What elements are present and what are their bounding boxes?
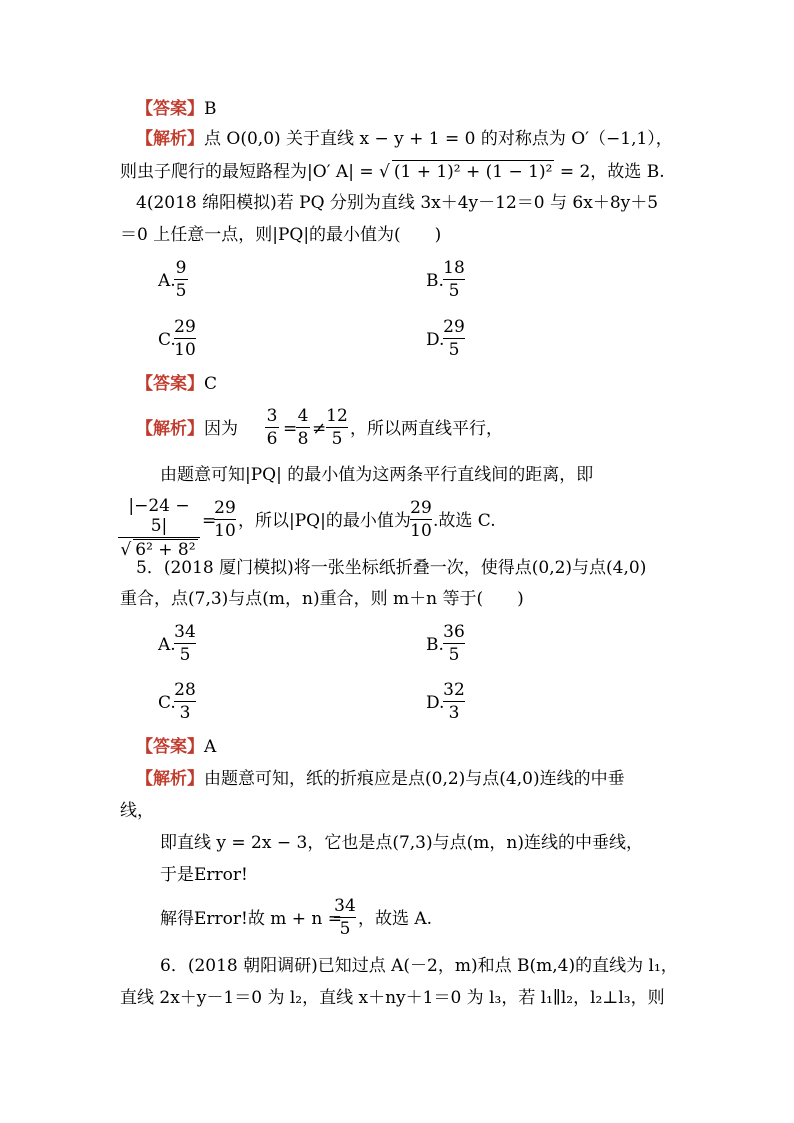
fraction-3-6 bbox=[265, 406, 279, 449]
distance-fraction bbox=[118, 496, 200, 560]
q6-stem-line2: 直线 2x＋y－1＝0 为 l₂，直线 x＋ny＋1＝0 为 l₃，若 l₁∥l₂，l₂⊥l₃，则 bbox=[120, 988, 665, 1008]
numerator: 36 bbox=[443, 622, 465, 642]
q4-stem-line1: 4(2018 绵阳模拟)若 PQ 分别为直线 3x＋4y－12＝0 与 6x＋8y＋5 bbox=[136, 193, 659, 213]
analysis-text: 则虫子爬行的最短路程为|O′ A| = bbox=[120, 162, 374, 182]
analysis-text: 点 O(0,0) 关于直线 x − y + 1 = 0 的对称点为 O′（−1,1）， bbox=[204, 129, 673, 149]
q5-option-b-letter: B. bbox=[426, 635, 444, 655]
answer-tag: 【答案】 bbox=[136, 374, 204, 394]
q4-option-b-letter: B. bbox=[426, 271, 444, 291]
fraction-final-29-10 bbox=[410, 498, 432, 541]
q5-analysis-line5-post: ，故选 A. bbox=[358, 909, 433, 929]
q6-stem-line1: 6．(2018 朝阳调研)已知过点 A(－2，m)和点 B(m,4)的直线为 l₁， bbox=[160, 956, 678, 976]
answer-value: C bbox=[204, 374, 218, 394]
sqrt-content: (1 + 1)² + (1 − 1)² bbox=[393, 162, 553, 182]
denominator: 5 bbox=[331, 429, 343, 449]
q4-option-a-letter: A. bbox=[158, 271, 176, 291]
answer-value: B bbox=[204, 99, 217, 119]
numerator: 29 bbox=[443, 317, 465, 337]
q5-analysis-line4: 于是Error! bbox=[160, 865, 248, 885]
q4-option-d-fraction bbox=[443, 317, 465, 360]
numerator: 29 bbox=[410, 498, 432, 518]
denominator: 10 bbox=[410, 521, 432, 541]
q4-option-d-letter: D. bbox=[426, 330, 445, 350]
q5-option-a-letter: A. bbox=[158, 635, 176, 655]
fraction-29-10 bbox=[214, 498, 236, 541]
denominator: 5 bbox=[339, 919, 351, 939]
q5-option-d-fraction bbox=[443, 680, 465, 723]
q5-answer-line bbox=[136, 736, 216, 758]
sqrt-sign: √ bbox=[379, 162, 390, 182]
q5-analysis-line2: 线， bbox=[120, 801, 154, 821]
q5-stem-line1: 5．(2018 厦门模拟)将一张坐标纸折叠一次，使得点(0,2)与点(4,0) bbox=[136, 558, 647, 578]
q5-analysis-line5: 解得Error!故 m + n = bbox=[160, 909, 343, 929]
denominator: 5 bbox=[448, 281, 460, 301]
final-post: .故选 C. bbox=[433, 511, 496, 531]
numerator: |−24 − 5| bbox=[128, 496, 190, 536]
analysis-tag: 【解析】 bbox=[136, 769, 204, 789]
numerator: 4 bbox=[297, 406, 309, 426]
numerator: 29 bbox=[214, 498, 236, 518]
q4-analysis-post: ，所以两直线平行， bbox=[350, 419, 503, 439]
q4-option-c-fraction bbox=[174, 317, 196, 360]
q5-option-b-fraction bbox=[443, 622, 465, 665]
numerator: 34 bbox=[334, 896, 356, 916]
numerator: 12 bbox=[326, 406, 348, 426]
numerator: 3 bbox=[266, 406, 278, 426]
denominator: 10 bbox=[174, 340, 196, 360]
numerator: 29 bbox=[174, 317, 196, 337]
answer-value: A bbox=[204, 737, 217, 757]
q4-stem-line2: ＝0 上任意一点，则|PQ|的最小值为( ) bbox=[120, 225, 442, 245]
fraction-34-5 bbox=[334, 896, 356, 939]
sqrt-content: 6² + 8² bbox=[135, 540, 196, 560]
q4-option-b-fraction bbox=[443, 258, 465, 301]
analysis-text: = 2，故选 B. bbox=[559, 162, 665, 182]
answer-tag: 【答案】 bbox=[136, 99, 204, 119]
q3-analysis-line2 bbox=[120, 160, 665, 183]
q5-option-d-letter: D. bbox=[426, 693, 445, 713]
q4-option-c-letter: C. bbox=[158, 330, 176, 350]
denominator: 5 bbox=[448, 645, 460, 665]
numerator: 18 bbox=[443, 258, 465, 278]
q3-answer-line bbox=[136, 98, 217, 120]
fraction-12-5 bbox=[326, 406, 348, 449]
numerator: 32 bbox=[443, 680, 465, 700]
denominator: 5 bbox=[448, 340, 460, 360]
q3-analysis-line1 bbox=[136, 128, 673, 150]
denominator: 10 bbox=[214, 521, 236, 541]
q5-option-a-fraction bbox=[174, 622, 196, 665]
not-equal-sign: ≠ bbox=[312, 419, 327, 439]
q4-explain-line: 由题意可知|PQ| 的最小值为这两条平行直线间的距离，即 bbox=[160, 465, 594, 485]
numerator: 28 bbox=[174, 680, 196, 700]
numerator: 9 bbox=[175, 258, 187, 278]
q5-analysis-line3: 即直线 y = 2x − 3，它也是点(7,3)与点(m，n)连线的中垂线， bbox=[160, 833, 643, 853]
q5-option-c-fraction bbox=[174, 680, 196, 723]
answer-tag: 【答案】 bbox=[136, 737, 204, 757]
denominator: 3 bbox=[448, 703, 460, 723]
q5-option-c-letter: C. bbox=[158, 693, 176, 713]
equals-sign: = bbox=[283, 419, 298, 439]
analysis-tag: 【解析】 bbox=[136, 419, 204, 439]
q4-answer-line bbox=[136, 373, 217, 395]
denominator: 8 bbox=[297, 429, 309, 449]
denominator: 3 bbox=[179, 703, 191, 723]
q5-analysis-line1 bbox=[136, 768, 625, 790]
analysis-text: 因为 bbox=[204, 419, 238, 439]
analysis-tag: 【解析】 bbox=[136, 129, 204, 149]
q4-option-a-fraction bbox=[174, 258, 188, 301]
analysis-text: 由题意可知，纸的折痕应是点(0,2)与点(4,0)连线的中垂 bbox=[204, 769, 625, 789]
fraction-4-8 bbox=[296, 406, 310, 449]
q4-analysis-tag bbox=[136, 418, 238, 440]
dist-post: ，所以|PQ|的最小值为 bbox=[238, 511, 411, 531]
denominator: 5 bbox=[175, 281, 187, 301]
denominator: √ 6² + 8² bbox=[120, 540, 196, 560]
numerator: 34 bbox=[174, 622, 196, 642]
q5-stem-line2: 重合，点(7,3)与点(m，n)重合，则 m＋n 等于( ) bbox=[120, 589, 524, 609]
denominator: 5 bbox=[179, 645, 191, 665]
denominator: 6 bbox=[266, 429, 278, 449]
dist-equals: = bbox=[202, 511, 217, 531]
